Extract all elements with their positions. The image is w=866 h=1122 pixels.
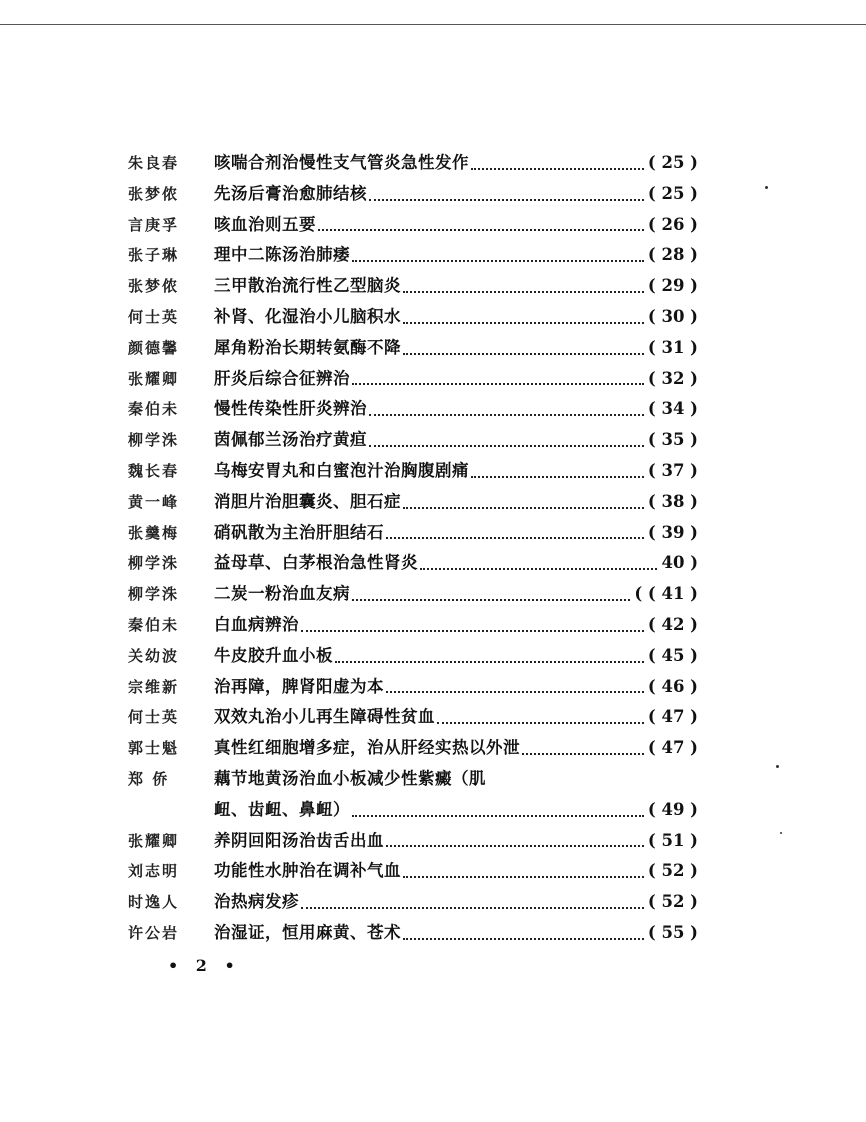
entry-page: ( 47 ) xyxy=(647,707,698,727)
dot-leader xyxy=(352,599,630,601)
toc-entry-continuation xyxy=(128,795,698,826)
dot-leader xyxy=(403,353,644,355)
entry-author: 秦伯未 xyxy=(128,400,180,419)
entry-title: 藕节地黄汤治血小板减少性紫癜（肌 xyxy=(214,768,486,788)
dot-leader xyxy=(471,168,644,170)
entry-author: 时逸人 xyxy=(128,893,180,912)
entry-author: 张耀卿 xyxy=(128,831,180,850)
toc-entry[interactable] xyxy=(128,733,698,764)
entry-author: 魏长春 xyxy=(128,461,180,480)
entry-page: ( 42 ) xyxy=(647,614,698,634)
dot-leader xyxy=(403,507,644,509)
entry-title: 咳血治则五要 xyxy=(214,214,316,234)
toc-entry[interactable] xyxy=(128,179,698,210)
entry-author: 柳学洙 xyxy=(128,585,180,604)
entry-page: ( 55 ) xyxy=(647,922,698,942)
entry-page: ( 31 ) xyxy=(647,337,698,357)
entry-title: 茵佩郁兰汤治疗黄疸 xyxy=(214,430,367,450)
entry-author: 张梦侬 xyxy=(128,277,180,296)
entry-title: 真性红细胞增多症，治从肝经实热以外泄 xyxy=(214,738,520,758)
entry-title: 乌梅安胃丸和白蜜泡汁治胸腹剧痛 xyxy=(214,460,469,480)
entry-page: ( 52 ) xyxy=(647,892,698,912)
entry-author: 张耀卿 xyxy=(128,369,180,388)
entry-title: 益母草、白茅根治急性肾炎 xyxy=(214,553,418,573)
entry-page: ( 45 ) xyxy=(647,645,698,665)
entry-author: 关幼波 xyxy=(128,646,180,665)
dot-leader xyxy=(471,476,644,478)
entry-title: 消胆片治胆囊炎、胆石症 xyxy=(214,491,401,511)
dot-leader xyxy=(369,445,644,447)
entry-page: ( 28 ) xyxy=(647,245,698,265)
toc-entry[interactable] xyxy=(128,210,698,241)
dot-leader xyxy=(352,260,644,262)
entry-page: ( 37 ) xyxy=(647,460,698,480)
entry-author: 柳学洙 xyxy=(128,431,180,450)
page-number: • 2 • xyxy=(168,956,241,975)
entry-page: ( 49 ) xyxy=(647,799,698,819)
table-of-contents xyxy=(128,148,698,949)
entry-page: ( 32 ) xyxy=(647,368,698,388)
entry-title: 治热病发疹 xyxy=(214,892,299,912)
entry-page: ( 35 ) xyxy=(647,430,698,450)
dot-leader xyxy=(437,722,644,724)
entry-page: ( 34 ) xyxy=(647,399,698,419)
scan-speck xyxy=(765,186,768,189)
entry-title-continuation: 衄、齿衄、鼻衄） xyxy=(214,799,350,819)
entry-title: 功能性水肿治在调补气血 xyxy=(214,861,401,881)
top-rule xyxy=(0,24,866,25)
toc-entry[interactable] xyxy=(128,271,698,302)
scan-speck xyxy=(780,832,782,834)
dot-leader xyxy=(369,414,644,416)
entry-page: ( 51 ) xyxy=(647,830,698,850)
toc-entry[interactable] xyxy=(128,702,698,733)
entry-title: 治再障，脾肾阳虚为本 xyxy=(214,676,384,696)
entry-title: 理中二陈汤治肺痿 xyxy=(214,245,350,265)
entry-title: 犀角粉治长期转氨酶不降 xyxy=(214,337,401,357)
entry-author: 宗维新 xyxy=(128,677,180,696)
entry-page: ( 47 ) xyxy=(647,738,698,758)
entry-title: 慢性传染性肝炎辨治 xyxy=(214,399,367,419)
toc-entry[interactable] xyxy=(128,579,698,610)
entry-author: 颜德馨 xyxy=(128,338,180,357)
toc-entry[interactable] xyxy=(128,856,698,887)
entry-author: 何士英 xyxy=(128,708,180,727)
entry-page: 40 ) xyxy=(661,553,698,573)
toc-entry[interactable] xyxy=(128,364,698,395)
scan-speck xyxy=(776,765,779,768)
dot-leader xyxy=(420,568,657,570)
dot-leader xyxy=(403,876,644,878)
dot-leader xyxy=(335,661,644,663)
entry-title: 咳喘合剂治慢性支气管炎急性发作 xyxy=(214,153,469,172)
dot-leader xyxy=(386,537,644,539)
dot-leader xyxy=(352,815,644,817)
dot-leader xyxy=(522,753,644,755)
toc-entry[interactable] xyxy=(128,548,698,579)
entry-title: 二炭一粉治血友病 xyxy=(214,584,350,604)
entry-author: 张羹梅 xyxy=(128,523,180,542)
entry-title: 养阴回阳汤治齿舌出血 xyxy=(214,830,384,850)
entry-page: ( 25 ) xyxy=(647,183,698,203)
entry-author: 黄一峰 xyxy=(128,492,180,511)
entry-author: 朱良春 xyxy=(128,154,180,172)
dot-leader xyxy=(403,291,644,293)
dot-leader xyxy=(369,199,644,201)
toc-entry[interactable] xyxy=(128,394,698,425)
dot-leader xyxy=(403,322,644,324)
entry-title: 三甲散治流行性乙型脑炎 xyxy=(214,276,401,296)
entry-title: 肝炎后综合征辨治 xyxy=(214,368,350,388)
toc-entry[interactable] xyxy=(128,672,698,703)
entry-page: ( 26 ) xyxy=(647,214,698,234)
entry-page: ( ( 41 ) xyxy=(634,584,698,604)
dot-leader xyxy=(318,229,644,231)
entry-title: 先汤后膏治愈肺结核 xyxy=(214,183,367,203)
entry-author: 秦伯未 xyxy=(128,615,180,634)
entry-page: ( 38 ) xyxy=(647,491,698,511)
entry-page: ( 46 ) xyxy=(647,676,698,696)
dot-leader xyxy=(386,691,644,693)
dot-leader xyxy=(403,938,644,940)
toc-entry[interactable] xyxy=(128,487,698,518)
toc-entry[interactable] xyxy=(128,518,698,549)
toc-entry[interactable] xyxy=(128,425,698,456)
dot-leader xyxy=(301,907,644,909)
entry-page: ( 39 ) xyxy=(647,522,698,542)
entry-page: ( 30 ) xyxy=(647,306,698,326)
entry-author: 郑 侨 xyxy=(128,769,170,788)
toc-entry[interactable] xyxy=(128,641,698,672)
dot-leader xyxy=(386,845,644,847)
dot-leader xyxy=(352,383,644,385)
entry-title: 牛皮胶升血小板 xyxy=(214,645,333,665)
toc-entry[interactable] xyxy=(128,610,698,641)
toc-entry[interactable] xyxy=(128,148,698,179)
entry-author: 许公岩 xyxy=(128,923,180,942)
entry-author: 何士英 xyxy=(128,307,180,326)
dot-leader xyxy=(301,630,644,632)
entry-title: 补肾、化湿治小儿脑积水 xyxy=(214,306,401,326)
toc-entry[interactable] xyxy=(128,240,698,271)
entry-title: 治湿证，恒用麻黄、苍术 xyxy=(214,922,401,942)
entry-author: 刘志明 xyxy=(128,862,180,881)
toc-entry[interactable] xyxy=(128,826,698,857)
toc-entry[interactable] xyxy=(128,302,698,333)
entry-page: ( 25 ) xyxy=(647,153,698,172)
toc-entry[interactable] xyxy=(128,764,698,795)
entry-author: 张子琳 xyxy=(128,246,180,265)
entry-title: 白血病辨治 xyxy=(214,614,299,634)
entry-author: 言庚孚 xyxy=(128,215,180,234)
toc-entry[interactable] xyxy=(128,887,698,918)
toc-entry[interactable] xyxy=(128,456,698,487)
toc-entry[interactable] xyxy=(128,333,698,364)
entry-title: 硝矾散为主治肝胆结石 xyxy=(214,522,384,542)
entry-page: ( 29 ) xyxy=(647,276,698,296)
entry-page: ( 52 ) xyxy=(647,861,698,881)
entry-author: 张梦侬 xyxy=(128,184,180,203)
entry-author: 郭士魁 xyxy=(128,739,180,758)
entry-author: 柳学洙 xyxy=(128,554,180,573)
toc-entry[interactable] xyxy=(128,918,698,949)
entry-title: 双效丸治小儿再生障碍性贫血 xyxy=(214,707,435,727)
